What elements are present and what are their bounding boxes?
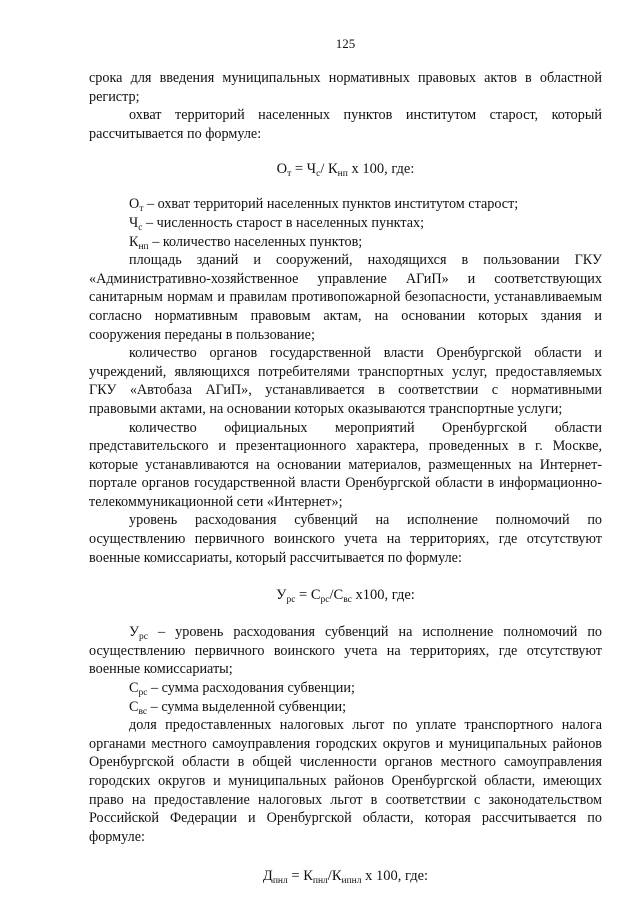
document-body	[89, 69, 602, 886]
paragraph: уровень расходования субвенций на исполнение полномочий по осуществлению первичного воинского учета на территориях, где отсутствуют военные комиссариаты, который рассчитывается по формуле:	[89, 512, 602, 566]
paragraph: площадь зданий и сооружений, находящихся в пользовании ГКУ «Административно-хозяйственное управление АГиП» и соответствующих санитарным нормам и правилам противопожарной безопасности, устанавливаемым согласно нормативным правовым актам, на основании которых здания и сооружения переданы в пользование;	[89, 252, 602, 343]
definition: $С_{вс}$ – сумма выделенной субвенции;	[129, 698, 347, 717]
formula-starosta-coverage: $О_т = Ч_с/$ $К_{нп}$ х 100, где:	[276, 161, 415, 180]
formula-tax-benefit-share: $Д_{пнл} = К_{пнл}/К_{ипнл}$ х 100, где:	[262, 868, 429, 887]
page-number: 125	[335, 36, 356, 51]
definition: $Ч_с$ – численность старост в населенных пунктах;	[129, 214, 425, 233]
paragraph: срока для введения муниципальных нормативных правовых актов в областной регистр;	[89, 70, 602, 105]
definition: $К_{нп}$ – количество населенных пунктов;	[129, 233, 363, 252]
paragraph: доля предоставленных налоговых льгот по уплате транспортного налога органами местного самоуправления городских округов и муниципальных районов Оренбургской области в общей численности органов местного самоуправления городских округов и муниципальных районов Оренбургской области, имеющих право на предоставление налоговых льгот в соответствии с законодательством Российской Федерации и Оренбургской области, которая рассчитывается по формуле:	[89, 717, 602, 845]
paragraph: количество органов государственной власти Оренбургской области и учреждений, являющихся потребителями транспортных услуг, предоставляемых ГКУ «Автобаза АГиП», устанавливается в соответствии с нормативными правовыми актами, на основании которых оказываются транспортные услуги;	[89, 345, 602, 417]
definition: $С_{рс}$ – сумма расходования субвенции;	[129, 680, 355, 699]
paragraph: охват территорий населенных пунктов институтом старост, который рассчитывается по формуле:	[89, 107, 602, 142]
definition: $О_т$ – охват территорий населенных пунктов институтом старост;	[129, 196, 519, 215]
formula-subvention-level: $У_{рс} = С_{рс}/С_{вс}$ х100, где:	[276, 587, 415, 606]
paragraph: количество официальных мероприятий Оренбургской области представительского и презентационного характера, проведенных в г. Москве, которые устанавливаются на основании материалов, размещенных на Интернет-портале органов государственной власти Оренбургской области в информационно-телекоммуникационной сети «Интернет»;	[89, 419, 602, 510]
definition: $У_{рс}$ – уровень расходования субвенций на исполнение полномочий по осуществлению первичного воинского учета на территориях, где отсутствуют военные комиссариаты;	[89, 624, 602, 678]
